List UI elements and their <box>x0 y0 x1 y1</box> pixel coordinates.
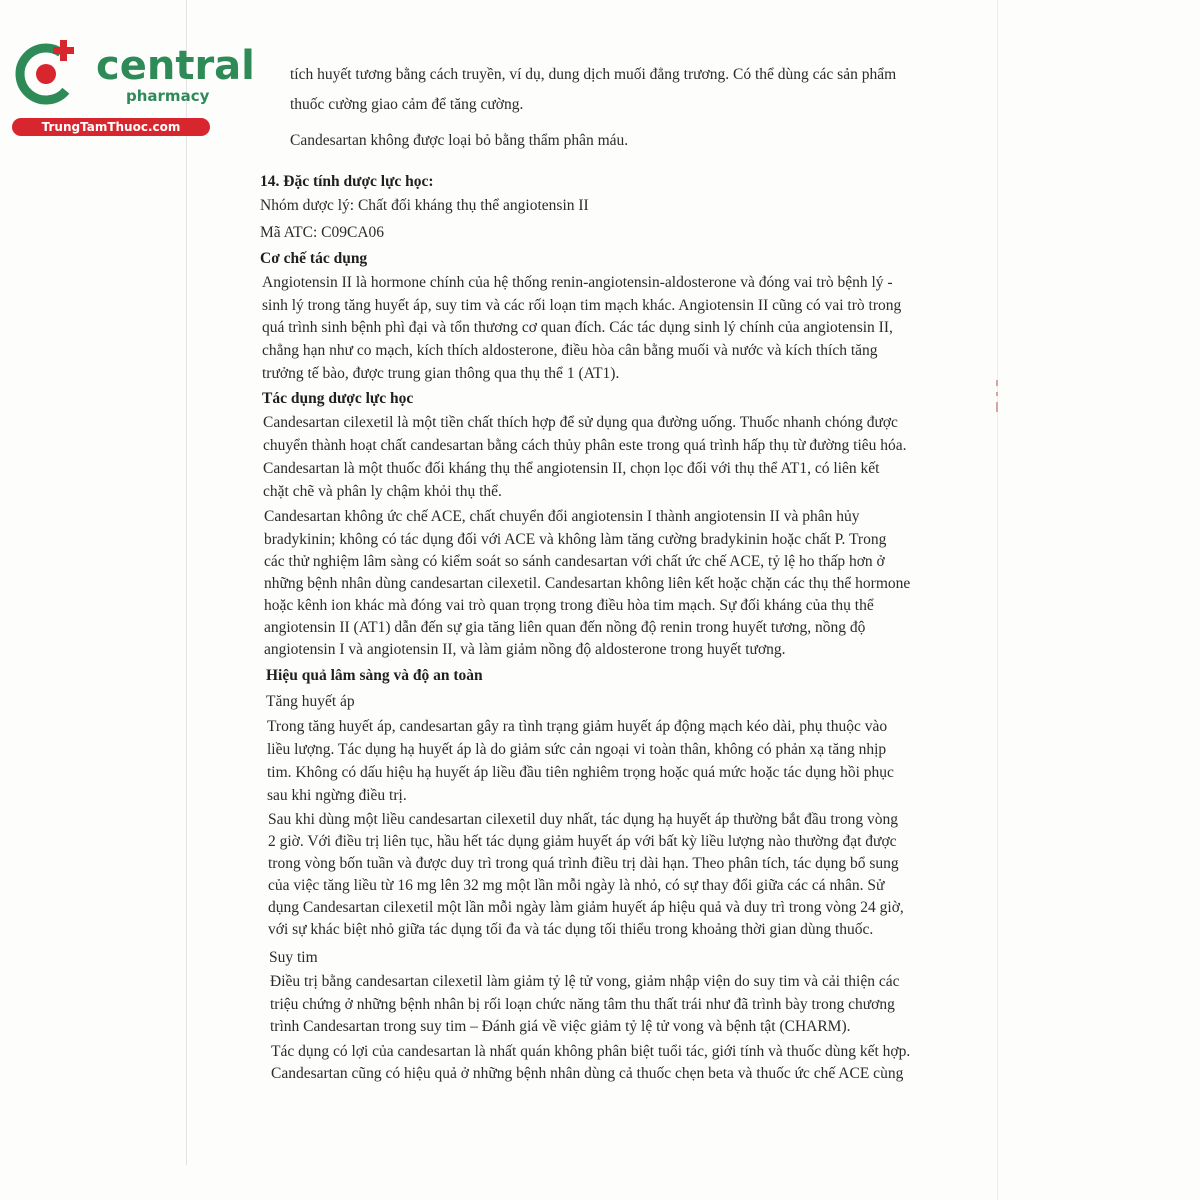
text-line: Trong tăng huyết áp, candesartan gây ra tình trạng giảm huyết áp động mạch kéo dài, phụ thuộc vào <box>267 718 888 735</box>
text-line: angiotensin II (AT1) dẫn đến sự gia tăng liên quan đến nồng độ renin trong huyết tương, nồng độ <box>264 619 866 636</box>
subsection-heading: Hiệu quả lâm sàng và độ an toàn <box>266 667 483 684</box>
scan-marks <box>994 380 1002 430</box>
brand-url-badge[interactable]: TrungTamThuoc.com <box>12 118 210 136</box>
text-line: tích huyết tương bằng cách truyền, ví dụ, dung dịch muối đẳng trương. Có thể dùng các sản phẩm <box>290 66 897 83</box>
text-line: 2 giờ. Với điều trị liên tục, hầu hết tác dụng giảm huyết áp với bất kỳ liều lượng nào thường đạt được <box>268 833 897 850</box>
text-line: những bệnh nhân dùng candesartan cilexetil. Candesartan không liên kết hoặc chặn các thụ thể hormone <box>264 575 911 592</box>
text-line: Angiotensin II là hormone chính của hệ thống renin-angiotensin-aldosterone và đóng vai trò bệnh lý - <box>262 274 893 291</box>
text-line: Tác dụng có lợi của candesartan là nhất quán không phân biệt tuổi tác, giới tính và thuốc dùng kết hợp. <box>271 1043 911 1060</box>
text-line: thuốc cường giao cảm để tăng cường. <box>290 96 524 113</box>
text-line: dụng Candesartan cilexetil một lần mỗi ngày làm giảm huyết áp hiệu quả và duy trì trong vòng 24 giờ, <box>268 899 904 916</box>
text-line: chẳng hạn như co mạch, kích thích aldosterone, điều hòa cân bằng muối và nước và kích thích tăng <box>262 342 878 359</box>
text-line: các thử nghiệm lâm sàng có kiểm soát so sánh candesartan với chất ức chế ACE, tỷ lệ ho thấp hơn ở <box>264 553 885 570</box>
brand-subtitle: pharmacy <box>126 87 210 105</box>
text-line: Candesartan không ức chế ACE, chất chuyển đổi angiotensin I thành angiotensin II và phân hủy <box>264 508 860 525</box>
text-line: của việc tăng liều từ 16 mg lên 32 mg một lần mỗi ngày là nhỏ, có sự thay đổi giữa các cá nhân. Sử <box>268 877 885 894</box>
text-line: angiotensin I và angiotensin II, và làm giảm nồng độ aldosterone trong huyết tương. <box>264 641 786 658</box>
text-line: quá trình sinh bệnh phì đại và tổn thương cơ quan đích. Các tác dụng sinh lý chính của angiotensin II, <box>262 319 893 336</box>
page-edge-right <box>997 0 998 1200</box>
text-line: chặt chẽ và phân ly chậm khỏi thụ thể. <box>263 483 502 500</box>
text-line: Sau khi dùng một liều candesartan cilexetil duy nhất, tác dụng hạ huyết áp thường bắt đầu trong vòng <box>268 811 898 828</box>
text-line: Candesartan không được loại bỏ bằng thẩm phân máu. <box>290 132 629 149</box>
section-heading: 14. Đặc tính dược lực học: <box>260 173 434 190</box>
central-pharmacy-logo[interactable] <box>10 34 255 138</box>
subsection-heading: Cơ chế tác dụng <box>260 250 368 267</box>
text-line: triệu chứng ở những bệnh nhân bị rối loạn chức năng tâm thu thất trái như đã trình bày trong chương <box>270 996 895 1013</box>
text-line: sinh lý trong tăng huyết áp, suy tim và các rối loạn tim mạch khác. Angiotensin II cũng có vai trò trong <box>262 297 902 314</box>
text-line: bradykinin; không có tác dụng đối với ACE và không làm tăng cường bradykinin hoặc chất P. Trong <box>264 531 887 548</box>
text-line: liều lượng. Tác dụng hạ huyết áp là do giảm sức cản ngoại vi toàn thân, không có phản xạ tăng nhịp <box>267 741 887 758</box>
text-line: trưởng tế bào, được trung gian thông qua thụ thể 1 (AT1). <box>262 365 620 382</box>
text-line: với sự khác biệt nhỏ giữa tác dụng tối đa và tác dụng tối thiểu trong khoảng thời gian dùng thuốc. <box>268 921 874 938</box>
text-line: hoặc kênh ion khác mà đóng vai trò quan trọng trong điều hòa tim mạch. Sự đối kháng của thụ thể <box>264 597 874 614</box>
text-line: Candesartan là một thuốc đối kháng thụ thể angiotensin II, chọn lọc đối với thụ thể AT1, có liên kết <box>263 460 880 477</box>
text-line: tim. Không có dấu hiệu hạ huyết áp liều đầu tiên nghiêm trọng hoặc quá mức hoặc tác dụng hồi phục <box>267 764 894 781</box>
text-line: sau khi ngừng điều trị. <box>267 787 407 804</box>
subsection-heading: Tăng huyết áp <box>266 693 355 710</box>
text-line: Candesartan cilexetil là một tiền chất thích hợp để sử dụng qua đường uống. Thuốc nhanh chóng được <box>263 414 898 431</box>
text-line: trình Candesartan trong suy tim – Đánh giá về việc giảm tỷ lệ tử vong và bệnh tật (CHARM). <box>270 1018 851 1035</box>
page-edge-left <box>186 0 187 1165</box>
subsection-heading: Tác dụng dược lực học <box>262 390 414 407</box>
logo-mark-icon <box>10 34 94 118</box>
text-line: chuyển thành hoạt chất candesartan bằng cách thủy phân este trong quá trình hấp thụ từ đường tiêu hóa. <box>263 437 907 454</box>
text-line: trong vòng bốn tuần và được duy trì trong quá trình điều trị dài hạn. Theo phân tích, tác dụng bổ sung <box>268 855 899 872</box>
text-line: Candesartan cũng có hiệu quả ở những bệnh nhân dùng cả thuốc chẹn beta và thuốc ức chế ACE cùng <box>271 1065 904 1082</box>
text-line: Nhóm dược lý: Chất đối kháng thụ thể angiotensin II <box>260 197 589 214</box>
text-line: Mã ATC: C09CA06 <box>260 224 385 241</box>
text-line: Điều trị bằng candesartan cilexetil làm giảm tỷ lệ tử vong, giảm nhập viện do suy tim và cải thiện các <box>270 973 900 990</box>
brand-name: central <box>96 43 255 89</box>
subsection-heading: Suy tim <box>269 949 318 966</box>
